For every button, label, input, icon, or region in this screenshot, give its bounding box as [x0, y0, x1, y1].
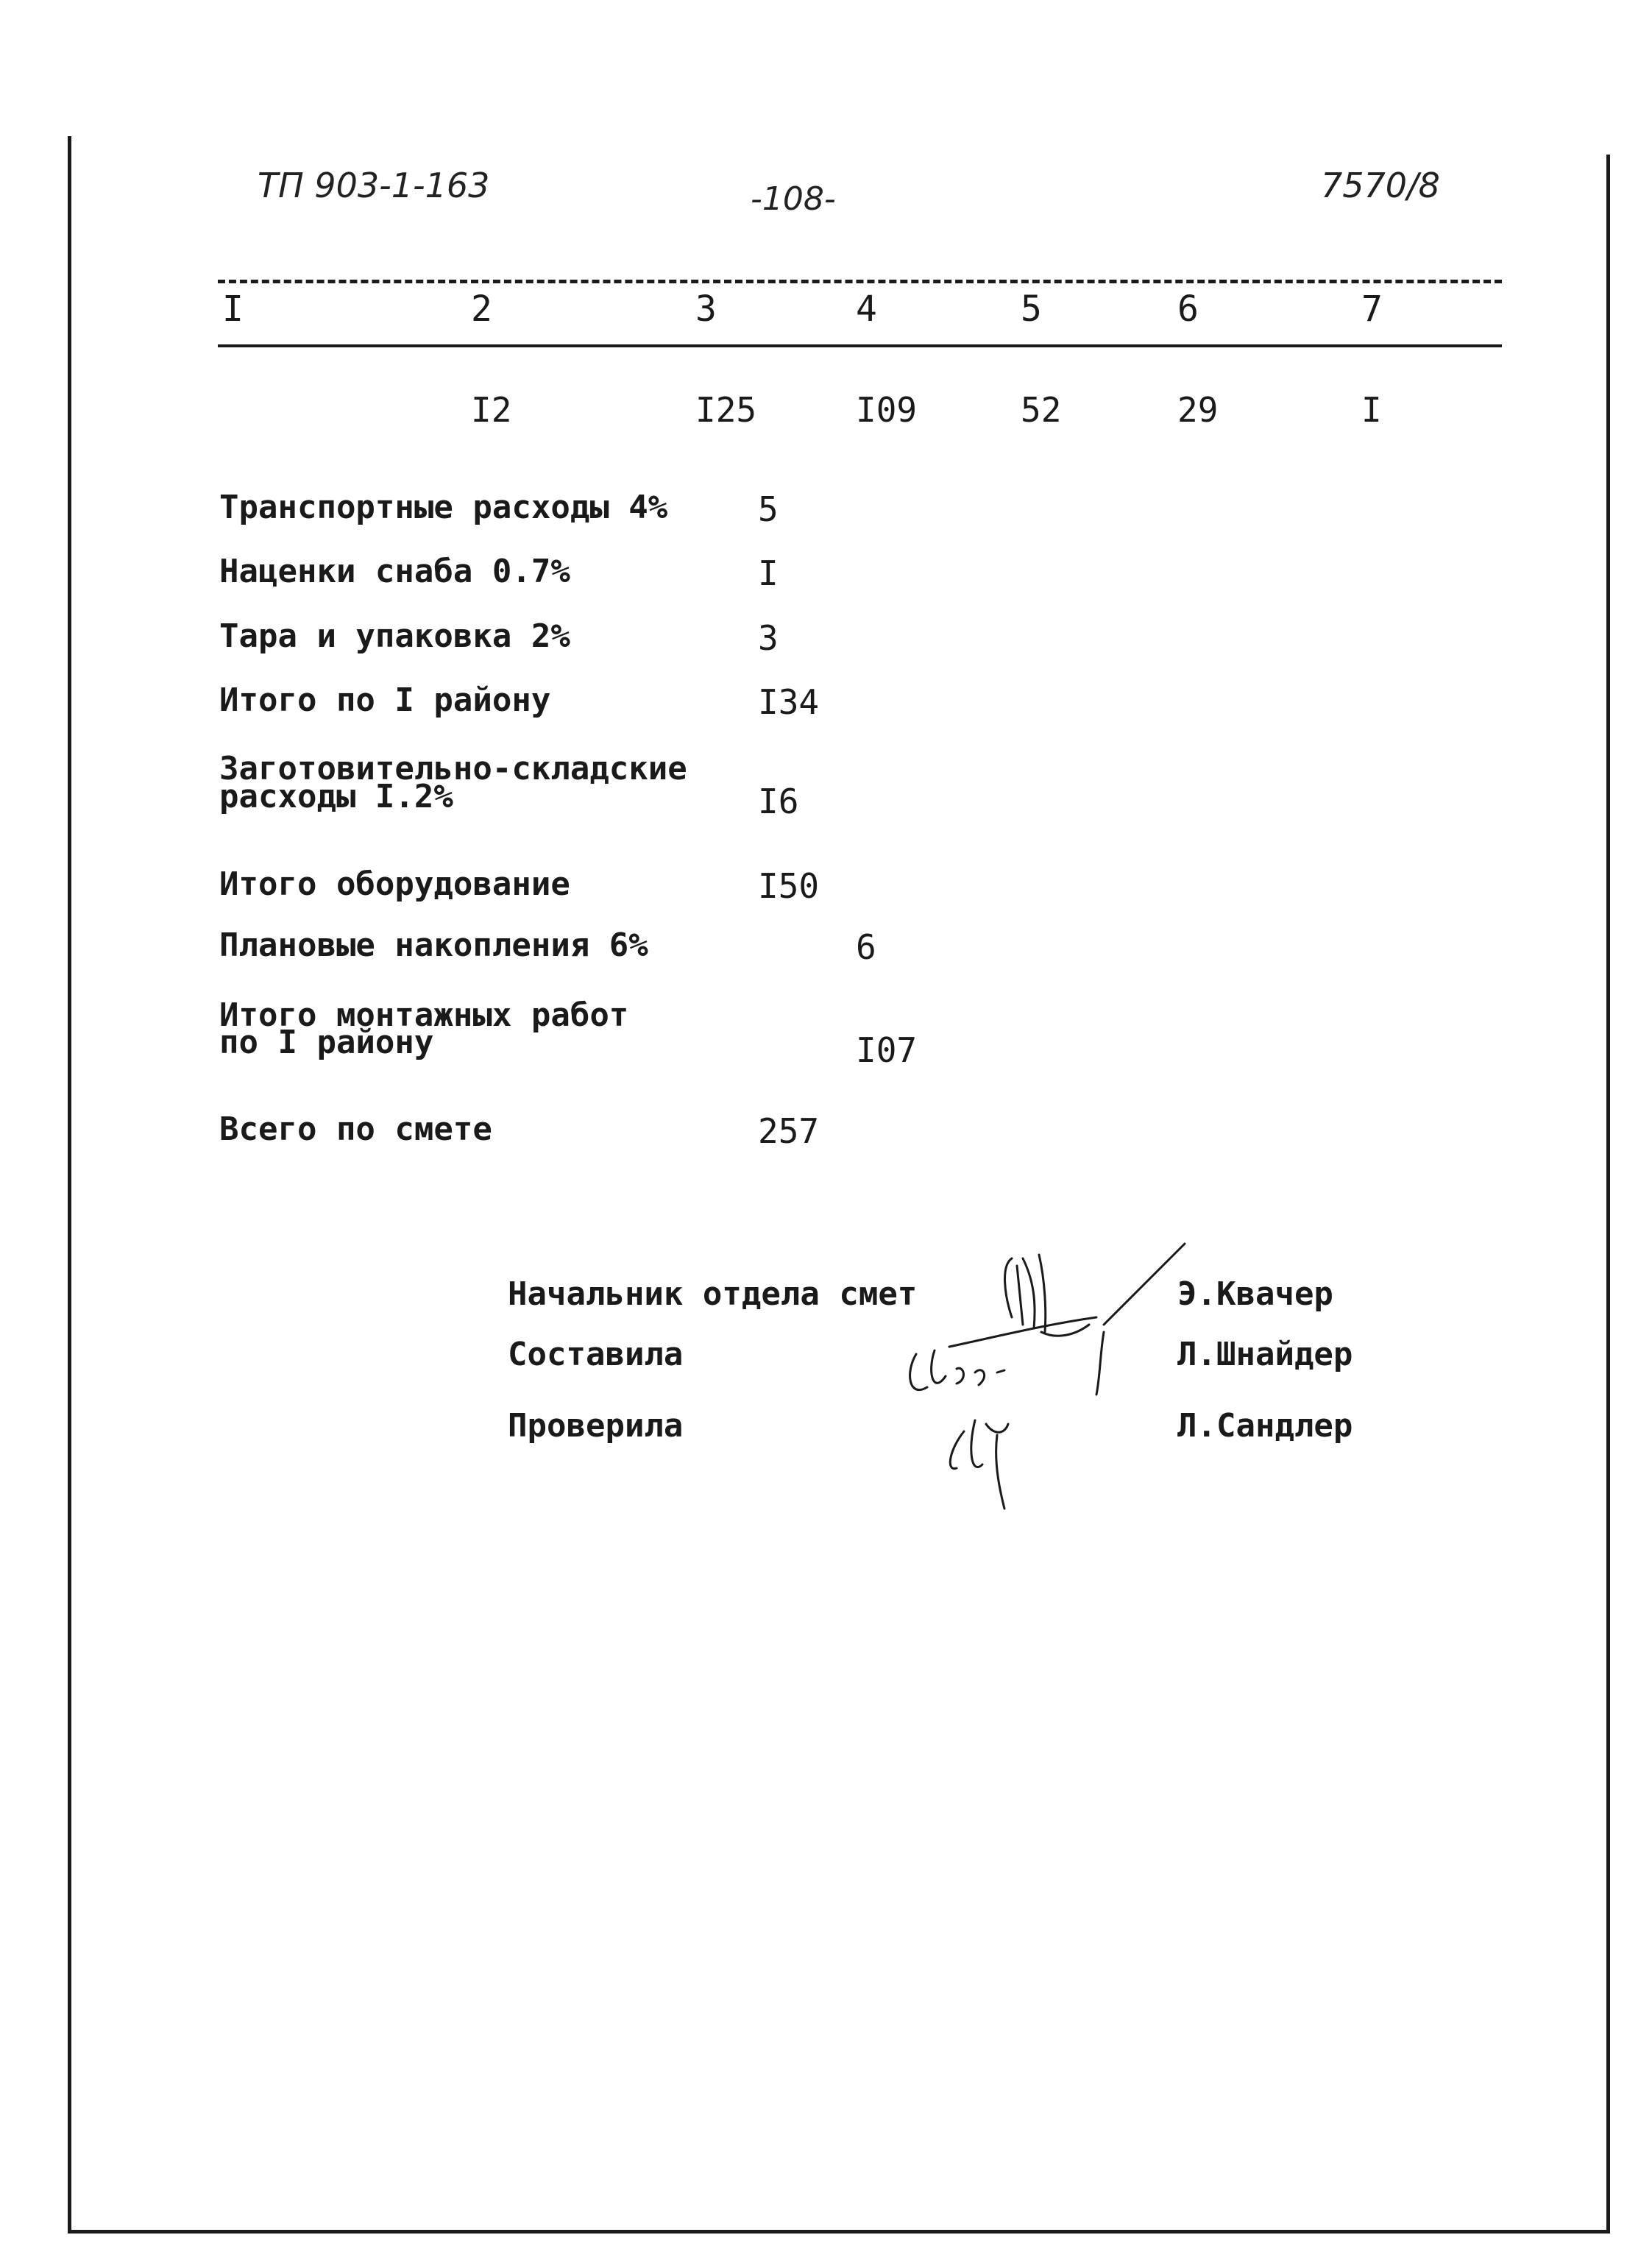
row-label: Заготовительно-складские	[219, 750, 687, 787]
signatory-name: Л.Сандлер	[1177, 1407, 1353, 1445]
sheet-number: 7570/8	[1321, 166, 1440, 205]
signatory-role: Проверила	[508, 1407, 684, 1445]
header-dashed-rule	[218, 280, 1502, 283]
row-value: 6	[856, 927, 876, 967]
row-label: Транспортные расходы 4%	[219, 489, 668, 526]
row-value: 5	[758, 489, 779, 529]
row-value: I07	[856, 1030, 918, 1070]
signatory-role: Начальник отдела смет	[508, 1275, 918, 1313]
totals-cell: I2	[471, 390, 512, 430]
row-label: Всего по смете	[219, 1110, 492, 1148]
totals-cell: I	[1361, 390, 1382, 430]
frame-left-border	[68, 136, 71, 2234]
column-header: I	[222, 288, 244, 330]
totals-cell: 52	[1021, 390, 1062, 430]
handwritten-signatures	[846, 1214, 1199, 1531]
signatory-name: Л.Шнайдер	[1177, 1336, 1353, 1373]
signatory-role: Составила	[508, 1336, 684, 1373]
row-label: Итого оборудование	[219, 865, 570, 903]
row-label: по I району	[219, 1024, 434, 1061]
row-value: I50	[758, 866, 820, 906]
signatory-name: Э.Квачер	[1177, 1275, 1333, 1313]
row-label: Плановые накопления 6%	[219, 927, 648, 964]
totals-cell: 29	[1177, 390, 1219, 430]
row-label: Тара и упаковка 2%	[219, 617, 570, 655]
row-value: I6	[758, 782, 799, 821]
header-solid-rule	[218, 344, 1502, 347]
column-header: 7	[1361, 288, 1383, 330]
row-value: I34	[758, 682, 820, 722]
row-label: Итого по I району	[219, 681, 551, 719]
row-label: Итого монтажных работ	[219, 996, 629, 1034]
frame-right-border	[1606, 155, 1610, 2234]
doc-code: ТП 903-1-163	[258, 166, 490, 205]
row-value: 3	[758, 618, 779, 658]
column-header: 6	[1177, 288, 1199, 330]
column-header: 5	[1021, 288, 1042, 330]
column-header: 3	[695, 288, 717, 330]
row-label: расходы I.2%	[219, 778, 453, 815]
row-label: Наценки снаба 0.7%	[219, 553, 570, 590]
totals-cell: I25	[695, 390, 757, 430]
row-value: I	[758, 553, 779, 593]
totals-cell: I09	[856, 390, 918, 430]
frame-bottom-border	[68, 2230, 1610, 2234]
row-value: 257	[758, 1111, 820, 1151]
column-header: 2	[471, 288, 492, 330]
column-header: 4	[856, 288, 877, 330]
page-number: -108-	[751, 180, 836, 218]
